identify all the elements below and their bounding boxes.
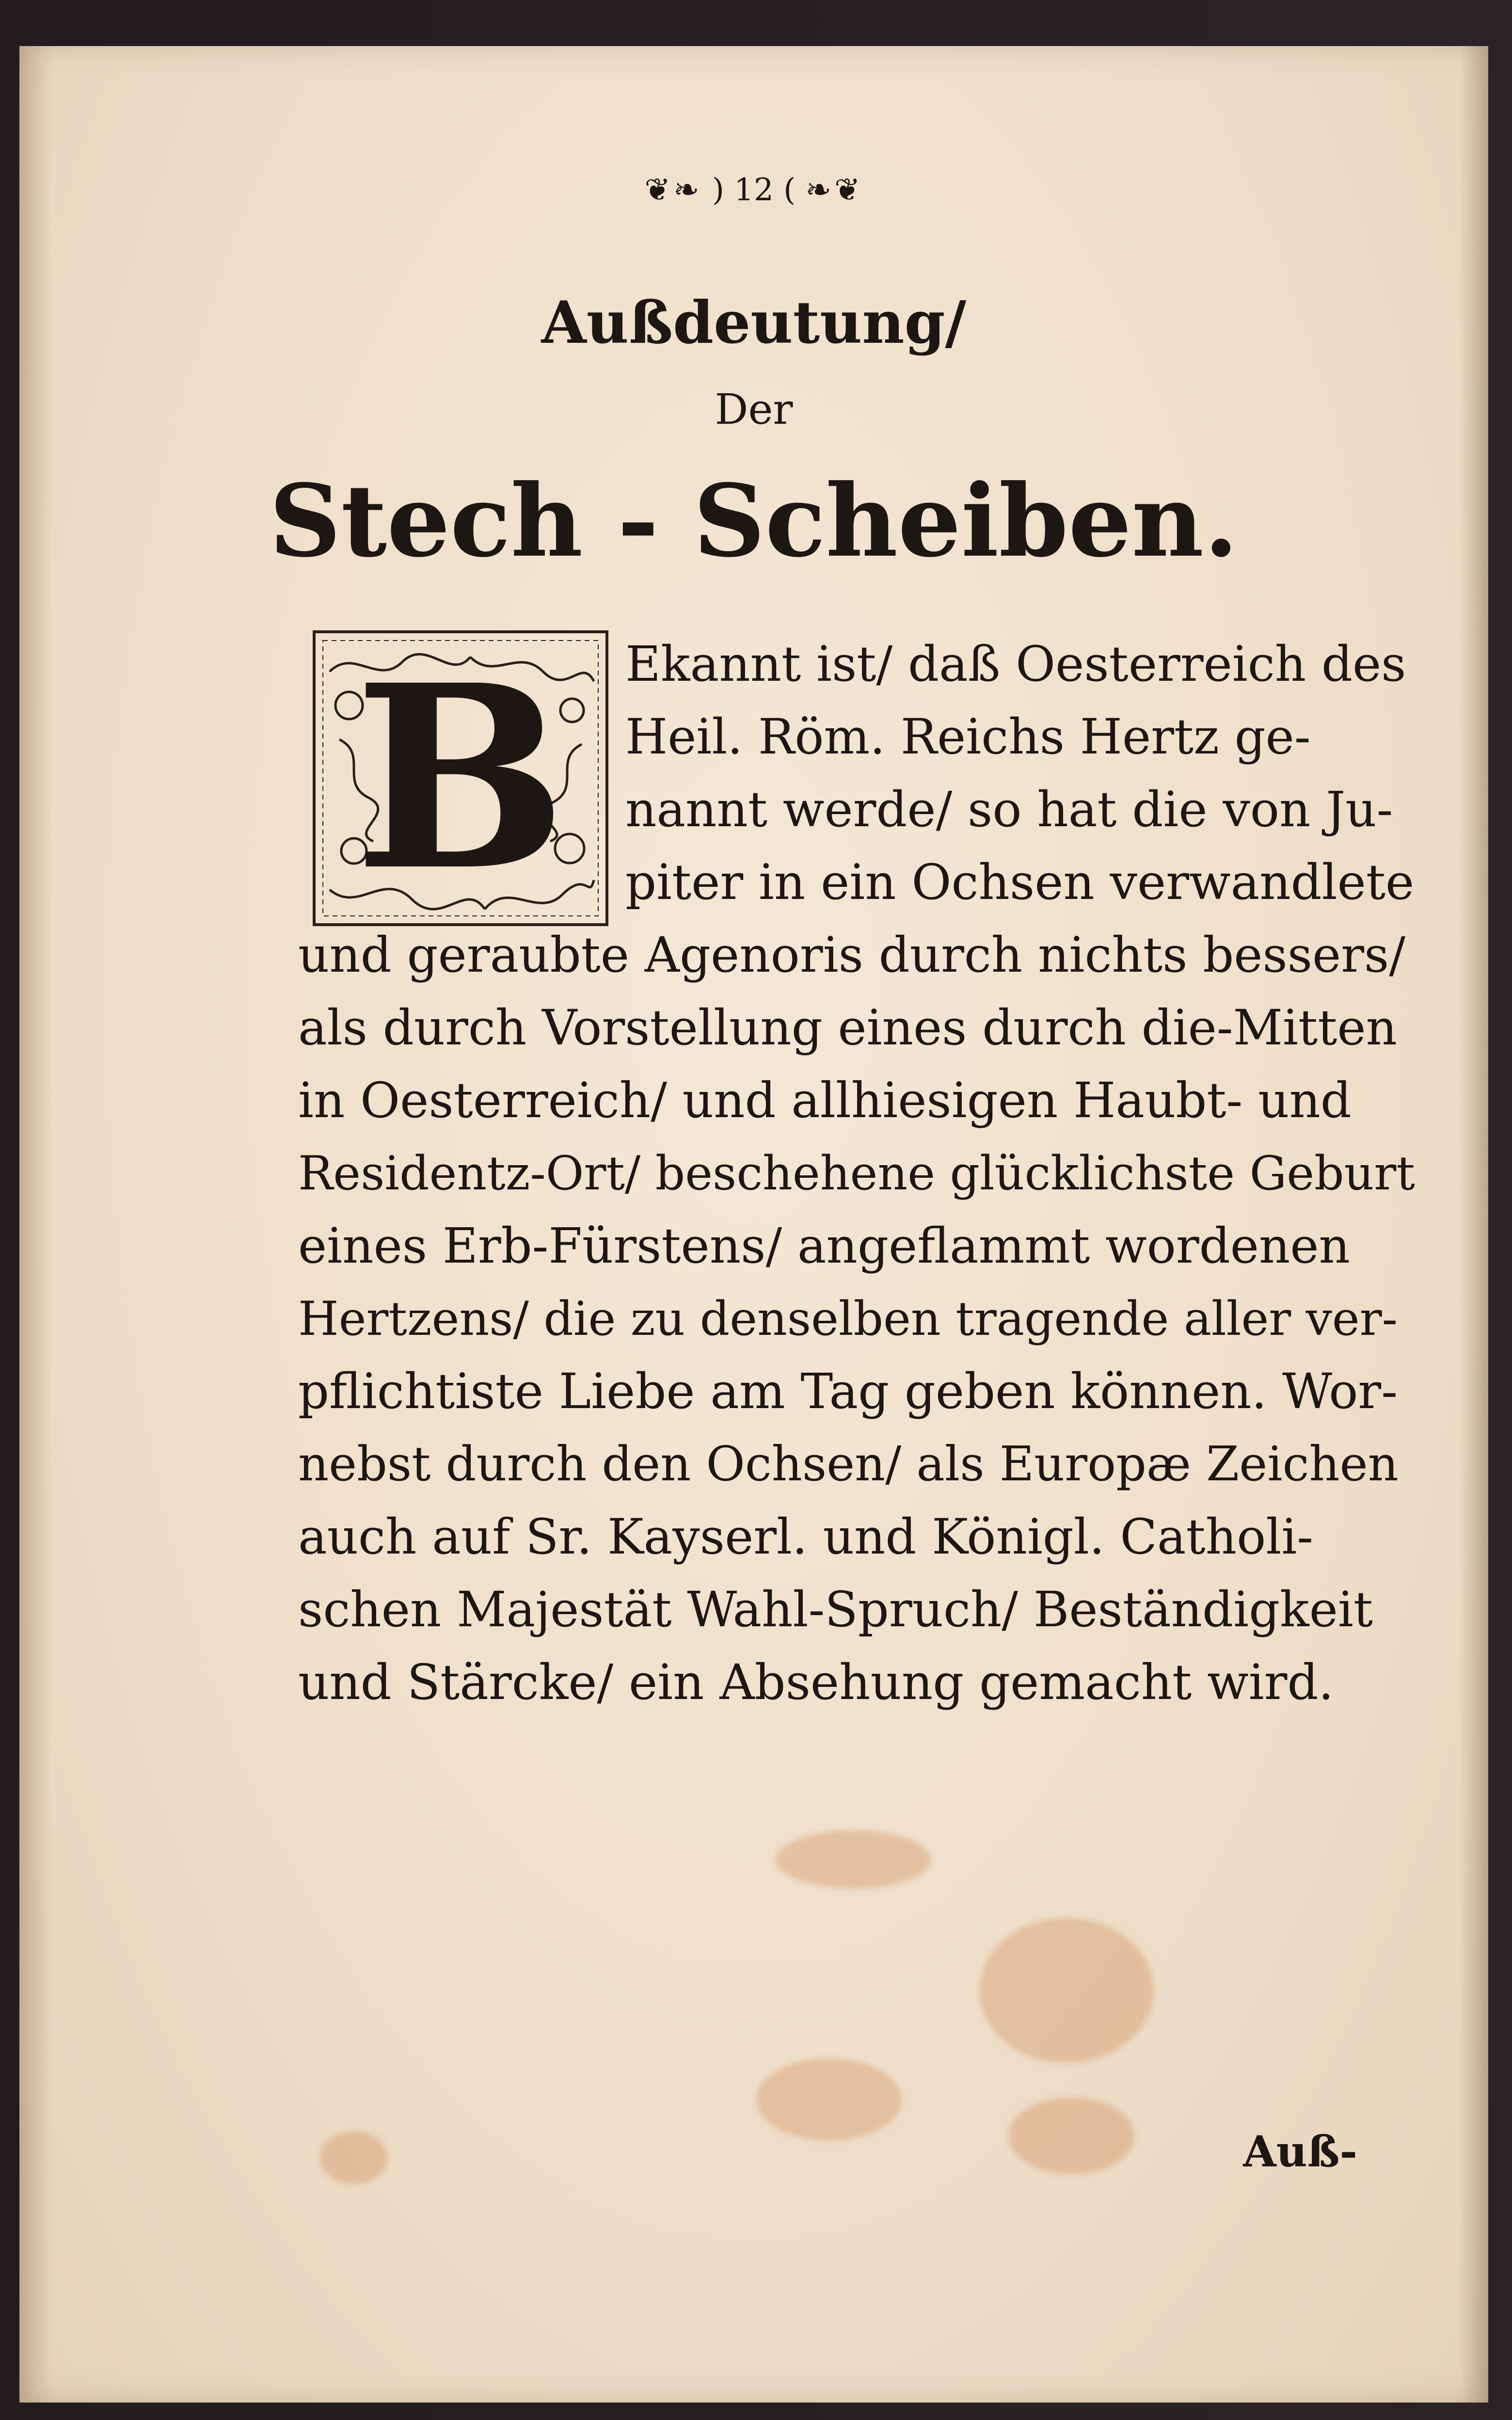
body-line-15: und Stärcke/ ein Absehung gemacht wird. (298, 1654, 1334, 1711)
running-header: ❦❧ ) 12 ( ❧❦ (644, 172, 863, 208)
body-line-6: als durch Vorstellung eines durch die-Mitten (298, 999, 1397, 1056)
body-line-3: nannt werde/ so hat die von Ju- (625, 781, 1393, 838)
catchword: Auß- (1243, 2126, 1357, 2177)
body-line-8: Residentz-Ort/ beschehene glücklichste Geburt (298, 1146, 1415, 1201)
body-line-12: nebst durch den Ochsen/ als Europæ Zeichen (298, 1437, 1399, 1492)
body-line-9: eines Erb-Fürstens/ angeflammt wordenen (298, 1218, 1350, 1274)
initial-letter: B (354, 630, 567, 926)
foxing-stain (776, 1830, 931, 1889)
header-ornament-right: ❧❦ (805, 172, 863, 208)
foxing-stain (320, 2131, 388, 2184)
body-line-13: auch auf Sr. Kayserl. und Königl. Catholi- (298, 1508, 1314, 1565)
body-line-11: pflichtiste Liebe am Tag geben können. Wor- (298, 1363, 1398, 1420)
foxing-stain (1008, 2097, 1134, 2175)
body-line-14: schen Majestät Wahl-Spruch/ Beständigkeit (298, 1581, 1373, 1638)
body-line-10: Hertzens/ die zu denselben tragende aller ver- (298, 1292, 1398, 1346)
body-line-5: und geraubte Agenoris durch nichts bessers/ (298, 927, 1406, 983)
foxing-stain (756, 2058, 902, 2141)
book-page (19, 46, 1488, 2403)
page-number: 12 (734, 172, 774, 208)
body-line-7: in Oesterreich/ und allhiesigen Haubt- und (298, 1072, 1352, 1129)
title-line-1: Außdeutung/ (541, 288, 967, 357)
body-line-1: Ekannt ist/ daß Oesterreich des (625, 636, 1406, 692)
body-line-4: piter in ein Ochsen verwandlete (625, 854, 1415, 911)
title-line-2: Der (715, 385, 793, 434)
decorated-initial (310, 628, 611, 929)
foxing-stain (979, 1918, 1154, 2063)
header-ornament-left: ❦❧ (644, 172, 702, 208)
body-line-2: Heil. Röm. Reichs Hertz ge- (625, 708, 1311, 765)
title-line-3: Stech - Scheiben. (269, 463, 1239, 579)
